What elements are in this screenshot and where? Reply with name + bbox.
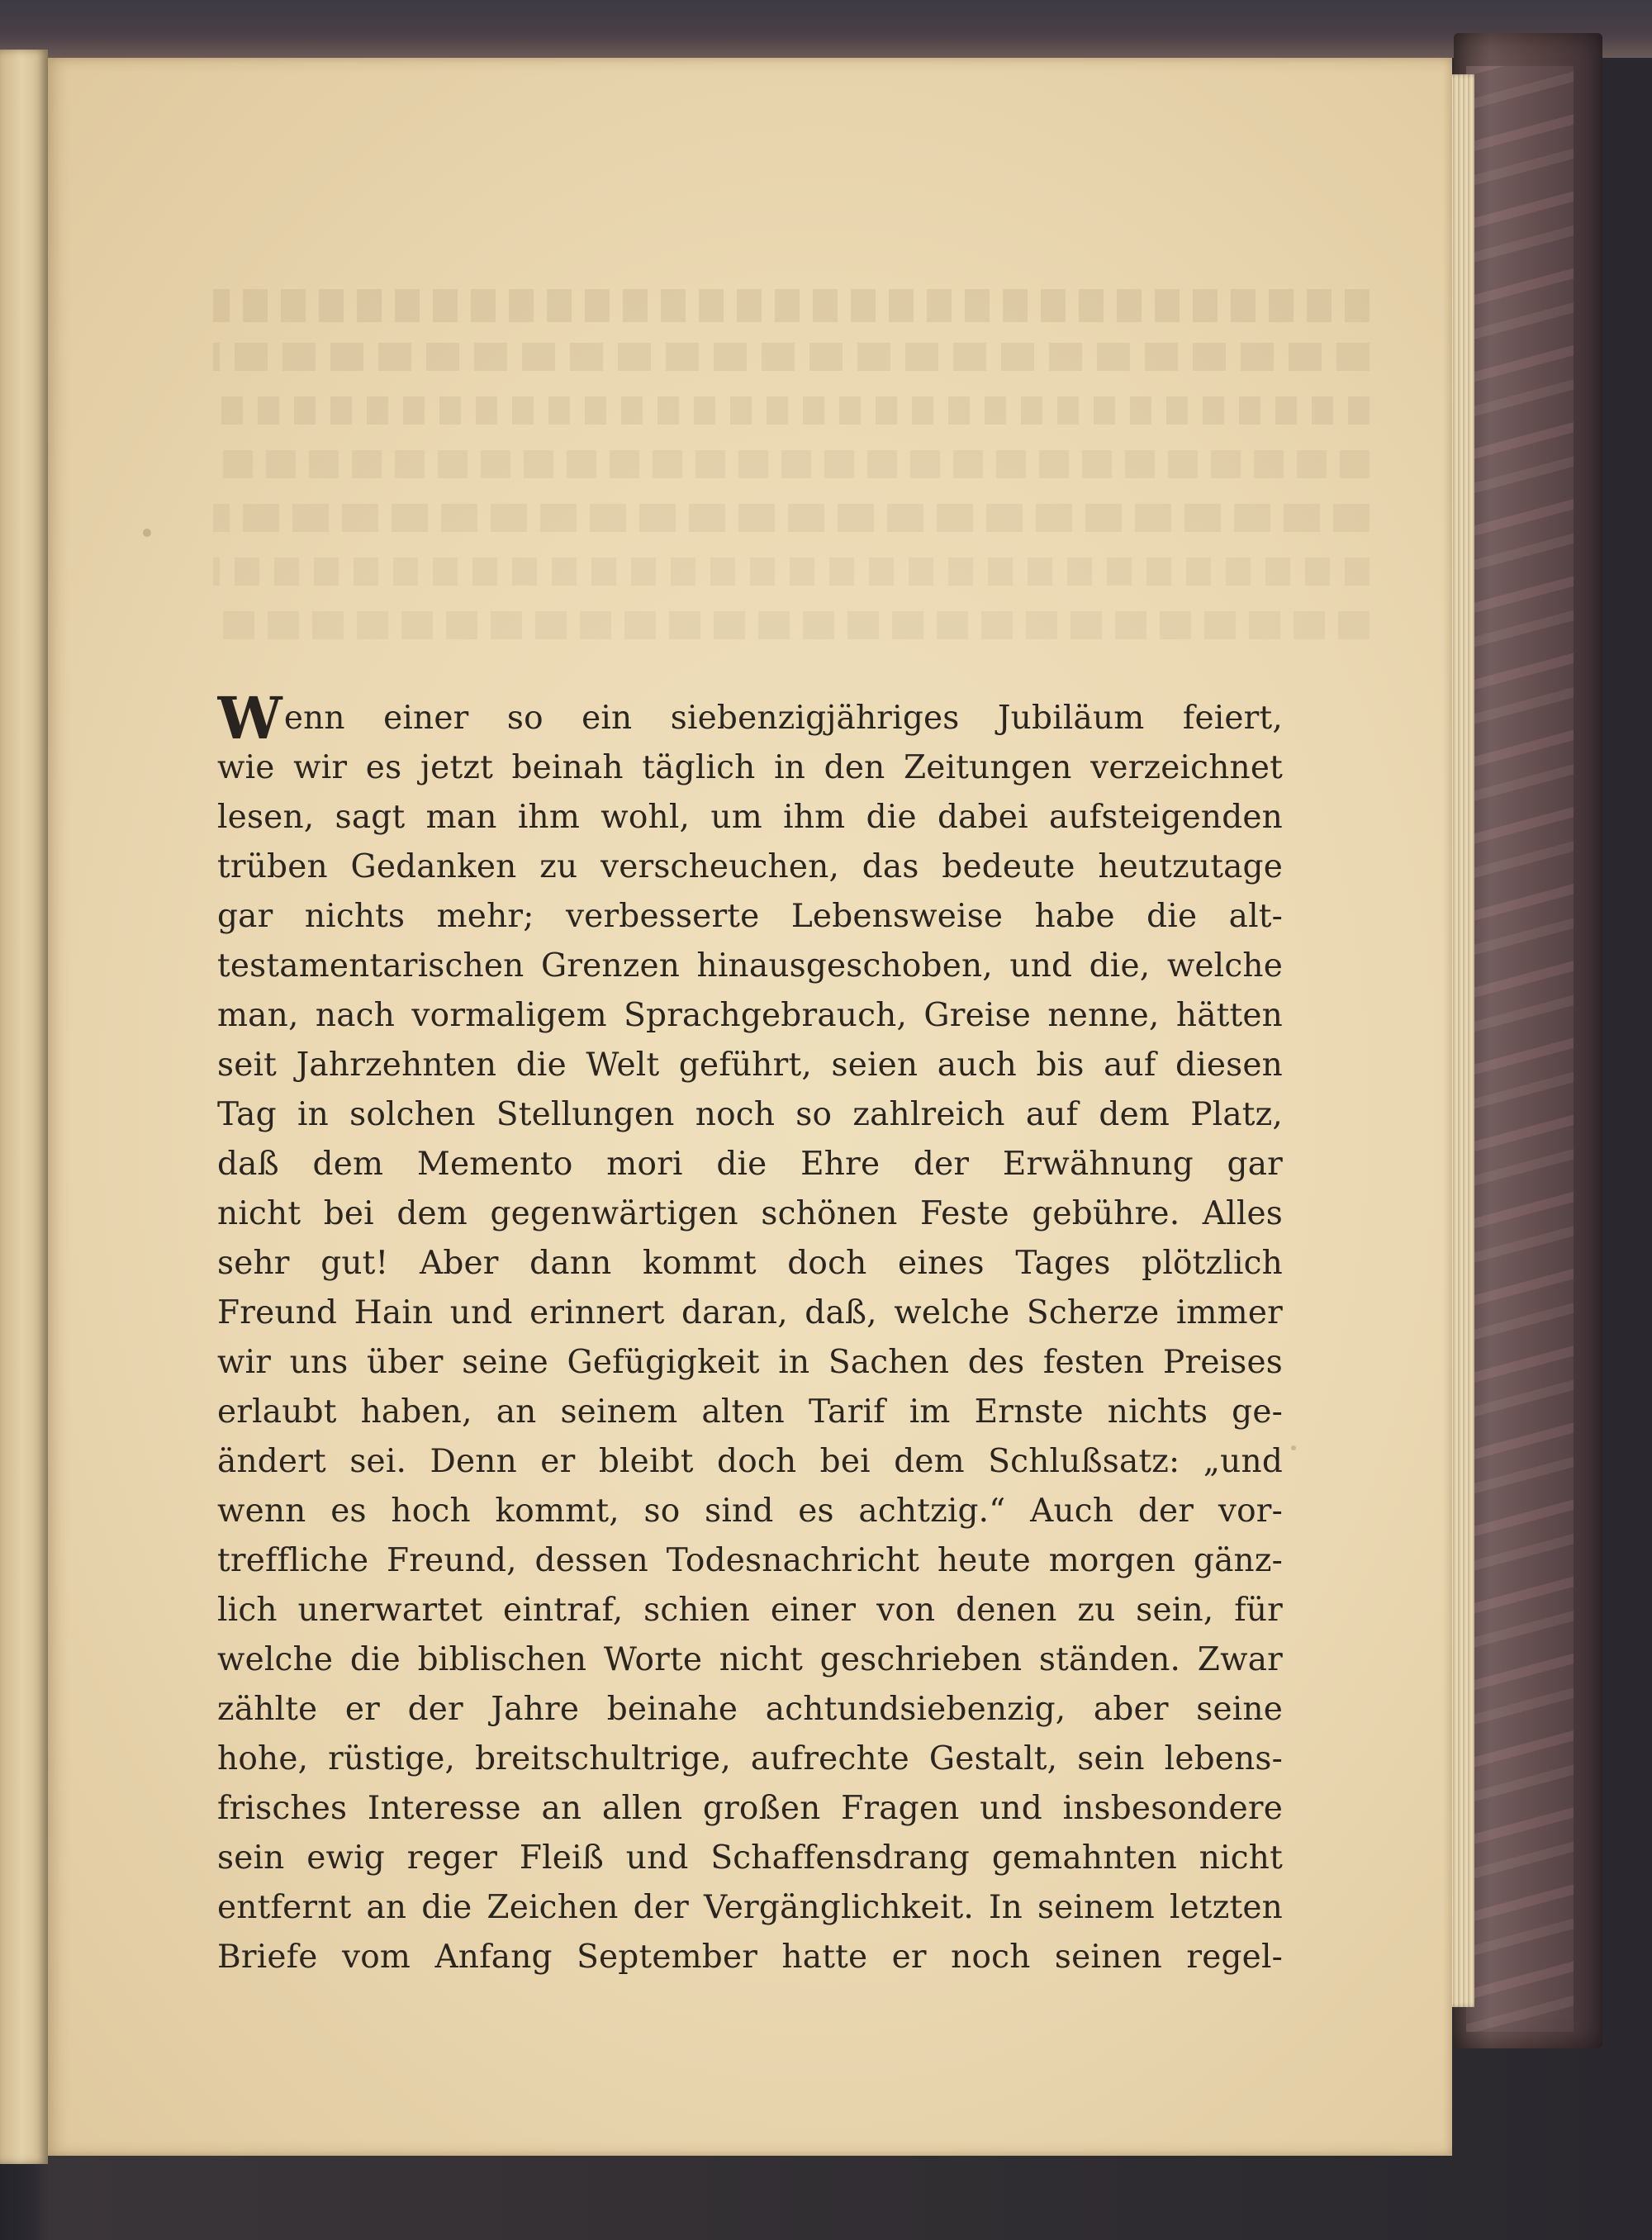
text-line-18: treffliche Freund, dessen Todesnachricht heute morgen gänz- [217,1542,1283,1579]
text-line-1 [217,694,1283,743]
text-line-4: trüben Gedanken zu verscheuchen, das bedeute heutzutage [217,848,1283,885]
text-line-6: testamentarischen Grenzen hinausgeschoben, und die, welche [217,947,1283,985]
text-line-9: Tag in solchen Stellungen noch so zahlreich auf dem Platz, [217,1096,1283,1133]
text-line-2: wie wir es jetzt beinah täglich in den Zeitungen verzeichnet [217,749,1283,786]
paper-spot [1291,1445,1296,1450]
bleed-through-shadow [213,396,1370,425]
text-line-22: hohe, rüstige, breitschultrige, aufrechte Gestalt, sein lebens- [217,1740,1283,1777]
marbled-cover [1466,66,1574,2032]
text-line-16: ändert sei. Denn er bleibt doch bei dem Schlußsatz: „und [217,1443,1283,1480]
drop-initial: W [217,694,282,743]
text-line-24: sein ewig reger Fleiß und Schaffensdrang gemahnten nicht [217,1839,1283,1877]
text-line-5: gar nichts mehr; verbesserte Lebensweise habe die alt- [217,898,1283,935]
bleed-through-shadow [213,504,1370,532]
book-page [48,58,1452,2156]
bleed-through-shadow [213,450,1370,478]
body-paragraph [217,694,1283,1982]
bleed-through-shadow [213,611,1370,639]
text-line-15: erlaubt haben, an seinem alten Tarif im Ernste nichts ge- [217,1393,1283,1431]
text-line-1-rest: enn einer so ein siebenzigjähriges Jubiläum feiert, [283,700,1283,737]
text-line-23: frisches Interesse an allen großen Fragen und insbesondere [217,1790,1283,1827]
bleed-through-shadow [213,289,1370,322]
text-line-17: wenn es hoch kommt, so sind es achtzig.“ Auch der vor- [217,1493,1283,1530]
paper-spot [143,529,151,537]
text-line-11: nicht bei dem gegenwärtigen schönen Feste gebühre. Alles [217,1195,1283,1232]
bleed-through-shadow [213,343,1370,371]
text-line-19: lich unerwartet eintraf, schien einer von denen zu sein, für [217,1592,1283,1629]
text-line-8: seit Jahrzehnten die Welt geführt, seien auch bis auf diesen [217,1046,1283,1084]
left-page-edge [0,50,48,2164]
text-line-20: welche die biblischen Worte nicht geschrieben ständen. Zwar [217,1641,1283,1678]
text-line-7: man, nach vormaligem Sprachgebrauch, Greise nenne, hätten [217,997,1283,1034]
text-line-3: lesen, sagt man ihm wohl, um ihm die dabei aufsteigenden [217,799,1283,836]
text-line-25: entfernt an die Zeichen der Vergänglichkeit. In seinem letzten [217,1889,1283,1926]
text-line-21: zählte er der Jahre beinahe achtundsiebenzig, aber seine [217,1691,1283,1728]
top-band [0,0,1652,58]
text-line-26: Briefe vom Anfang September hatte er noch seinen regel- [217,1939,1283,1976]
text-line-14: wir uns über seine Gefügigkeit in Sachen des festen Preises [217,1344,1283,1381]
text-line-10: daß dem Memento mori die Ehre der Erwähnung gar [217,1146,1283,1183]
text-line-12: sehr gut! Aber dann kommt doch eines Tages plötzlich [217,1245,1283,1282]
bleed-through-shadow [213,558,1370,586]
text-line-13: Freund Hain und erinnert daran, daß, welche Scherze immer [217,1294,1283,1331]
